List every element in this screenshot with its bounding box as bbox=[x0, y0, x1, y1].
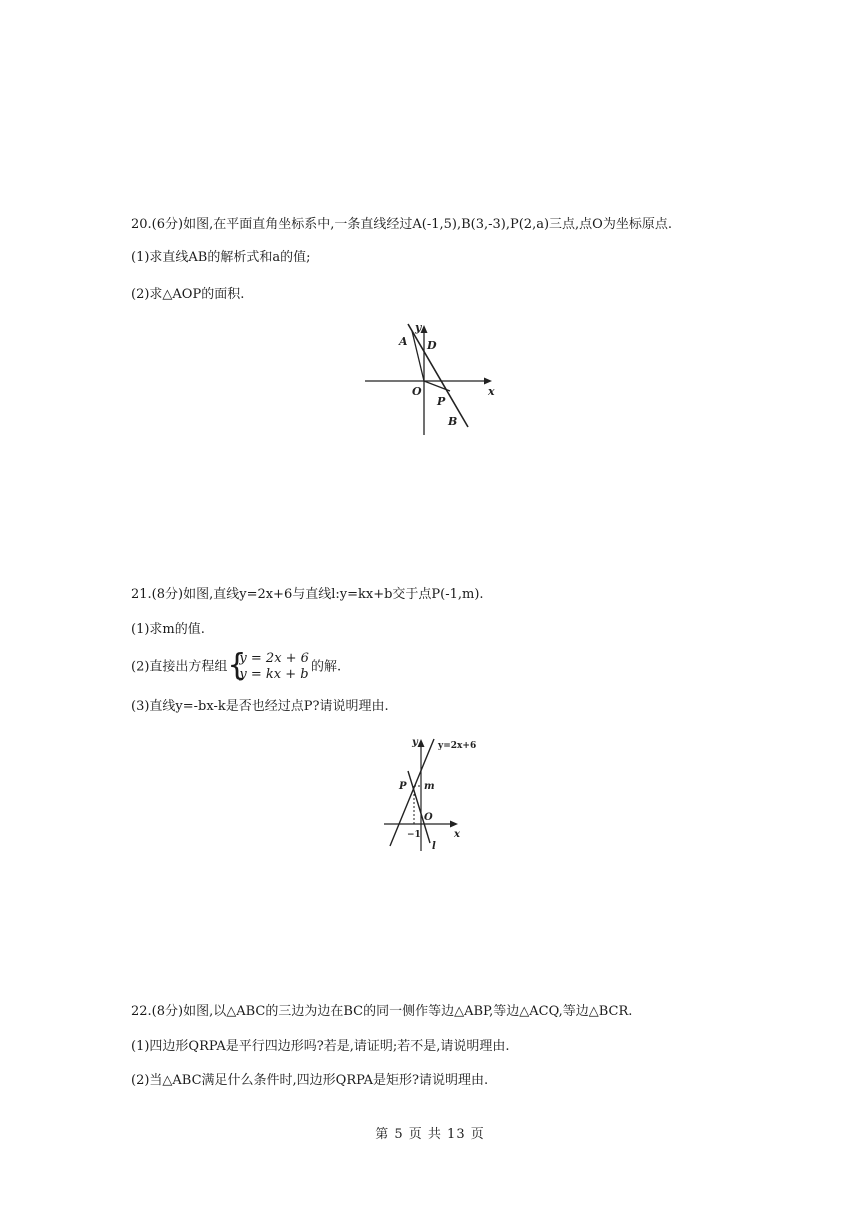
q21-label-m: m bbox=[424, 781, 435, 792]
q20-label-x: x bbox=[488, 385, 495, 398]
q21-equation-system bbox=[227, 648, 309, 683]
q21-part2 bbox=[131, 648, 342, 683]
q20-label-d: D bbox=[427, 339, 437, 352]
q22-stem: 22.(8分)如图,以△ABC的三边为边在BC的同一侧作等边△ABP,等边△ACQ,等边△BCR. bbox=[131, 1004, 633, 1019]
q20-part2: (2)求△AOP的面积. bbox=[131, 287, 245, 302]
q20-part1: (1)求直线AB的解析式和a的值; bbox=[131, 250, 311, 265]
q21-label-p: P bbox=[399, 781, 407, 792]
q21-system-eq2: y = kx + b bbox=[239, 667, 309, 682]
q20-label-o: O bbox=[412, 385, 422, 398]
q21-label-neg1: −1 bbox=[407, 830, 421, 840]
q20-label-b: B bbox=[448, 415, 458, 428]
q20-label-a: A bbox=[399, 335, 408, 348]
q21-label-l: l bbox=[432, 841, 436, 852]
q21-figure bbox=[380, 731, 480, 856]
q21-stem: 21.(8分)如图,直线y=2x+6与直线l:y=kx+b交于点P(-1,m). bbox=[131, 587, 484, 602]
q21-label-line: y=2x+6 bbox=[438, 741, 477, 751]
q21-label-y: y bbox=[412, 737, 418, 748]
q21-part2-suffix: 的解. bbox=[310, 659, 342, 675]
q20-figure bbox=[360, 315, 500, 440]
q21-y-arrow bbox=[418, 739, 425, 747]
q21-label-o: O bbox=[424, 812, 433, 823]
q20-stem: 20.(6分)如图,在平面直角坐标系中,一条直线经过A(-1,5),B(3,-3),P(2,a)三点,点O为坐标原点. bbox=[131, 217, 672, 232]
q20-line-ab bbox=[408, 324, 468, 427]
page-footer: 第 5 页 共 13 页 bbox=[375, 1127, 485, 1142]
q21-part3: (3)直线y=-bx-k是否也经过点P?请说明理由. bbox=[131, 699, 389, 714]
q22-part1: (1)四边形QRPA是平行四边形吗?若是,请证明;若不是,请说明理由. bbox=[131, 1039, 510, 1054]
q20-label-p: P bbox=[437, 395, 446, 408]
q21-part2-prefix: (2)直接出方程组 bbox=[131, 659, 228, 675]
q20-y-arrow bbox=[421, 325, 428, 333]
q21-x-arrow bbox=[450, 821, 458, 828]
q20-x-arrow bbox=[484, 378, 492, 385]
q22-part2: (2)当△ABC满足什么条件时,四边形QRPA是矩形?请说明理由. bbox=[131, 1073, 489, 1088]
q21-system-eq1: y = 2x + 6 bbox=[239, 651, 309, 666]
q20-segment-oa bbox=[412, 331, 424, 381]
q21-system-brace: { bbox=[227, 648, 247, 683]
q21-part1: (1)求m的值. bbox=[131, 622, 205, 637]
q20-label-y: y bbox=[415, 321, 422, 334]
q20-segment-op bbox=[424, 381, 450, 391]
q21-label-x: x bbox=[454, 829, 460, 840]
